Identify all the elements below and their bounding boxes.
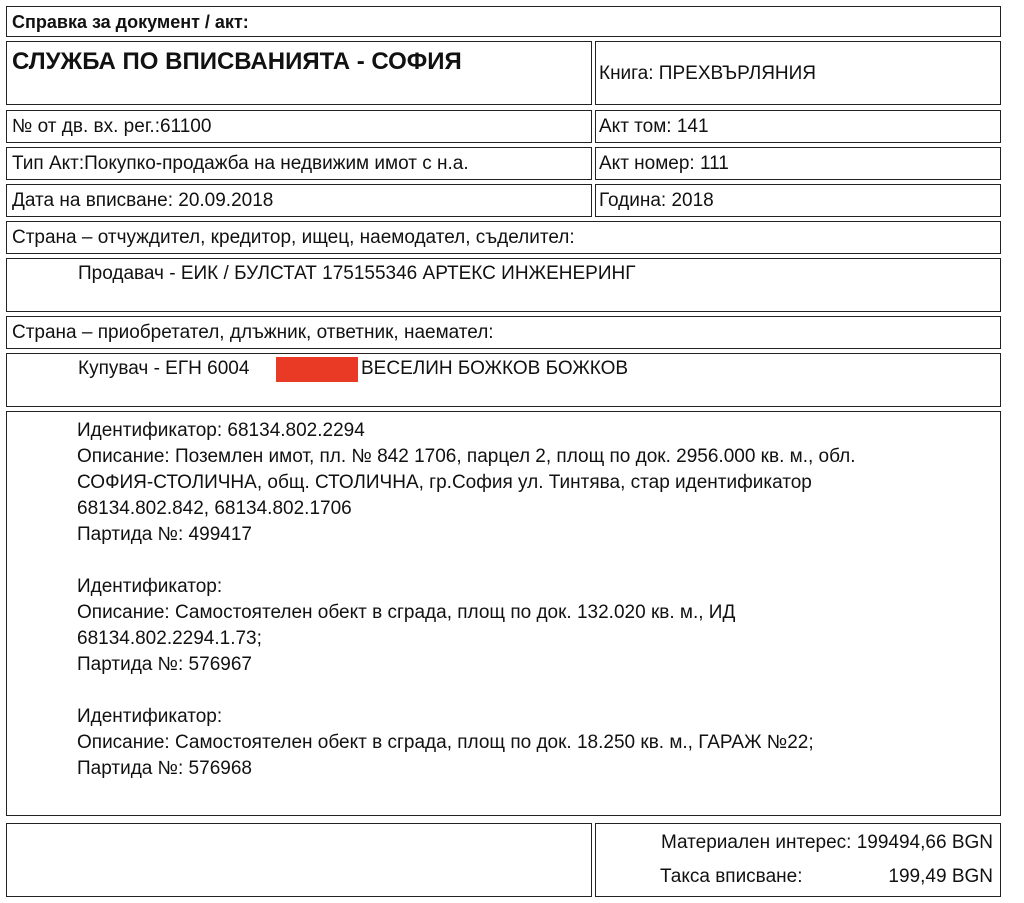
seller-heading: Страна – отчуждител, кредитор, ищец, наемодател, съделител:: [12, 227, 575, 248]
buyer-prefix: Купувач - ЕГН 6004: [78, 358, 250, 379]
spacer: [77, 548, 995, 574]
spacer: [77, 678, 995, 704]
property-description-line: Описание: Самостоятелен обект в сграда, площ по док. 132.020 кв. м., ИД: [77, 602, 736, 623]
property-identifier: Идентификатор:: [77, 706, 223, 727]
act-number: Акт номер: 111: [599, 153, 729, 174]
redaction-mark: [276, 357, 358, 382]
seller-value: Продавач - ЕИК / БУЛСТАТ 175155346 АРТЕКС ИНЖЕНЕРИНГ: [78, 263, 636, 284]
property-identifier: Идентификатор: 68134.802.2294: [77, 420, 365, 441]
property-item: [77, 418, 995, 548]
property-description-line: 68134.802.2294.1.73;: [77, 628, 262, 649]
property-batch: Партида №: 576968: [77, 758, 252, 779]
property-item: [77, 704, 995, 782]
office-name: СЛУЖБА ПО ВПИСВАНИЯТА - СОФИЯ: [12, 48, 462, 75]
book-name: Книга: ПРЕХВЪРЛЯНИЯ: [599, 63, 817, 84]
year: Година: 2018: [599, 190, 714, 211]
property-batch: Партида №: 499417: [77, 524, 252, 545]
property-description-line: 68134.802.842, 68134.802.1706: [77, 498, 352, 519]
property-identifier: Идентификатор:: [77, 576, 223, 597]
property-description-line: Описание: Самостоятелен обект в сграда, площ по док. 18.250 кв. м., ГАРАЖ №22;: [77, 732, 814, 753]
buyer-name: ВЕСЕЛИН БОЖКОВ БОЖКОВ: [361, 358, 629, 379]
act-volume: Акт том: 141: [599, 116, 709, 137]
totals-empty-box: [6, 823, 592, 897]
fee-label: Такса вписване:: [660, 866, 803, 887]
entry-date: Дата на вписване: 20.09.2018: [12, 190, 274, 211]
buyer-heading: Страна – приобретател, длъжник, ответник, наемател:: [12, 322, 494, 343]
document-title: Справка за документ / акт:: [12, 12, 249, 32]
property-item: [77, 574, 995, 678]
incoming-number: № от дв. вх. рег.:61100: [12, 116, 212, 137]
act-type: Тип Акт:Покупко-продажба на недвижим имот с н.а.: [12, 153, 469, 174]
property-batch: Партида №: 576967: [77, 654, 252, 675]
material-interest: Материален интерес: 199494,66 BGN: [660, 832, 993, 853]
properties-list: [77, 418, 995, 782]
property-description-line: Описание: Поземлен имот, пл. № 842 1706, парцел 2, площ по док. 2956.000 кв. м., обл.: [77, 446, 856, 467]
property-description-line: СОФИЯ-СТОЛИЧНА, общ. СТОЛИЧНА, гр.София ул. Тинтява, стар идентификатор: [77, 472, 812, 493]
fee-value: 199,49 BGN: [888, 866, 993, 887]
